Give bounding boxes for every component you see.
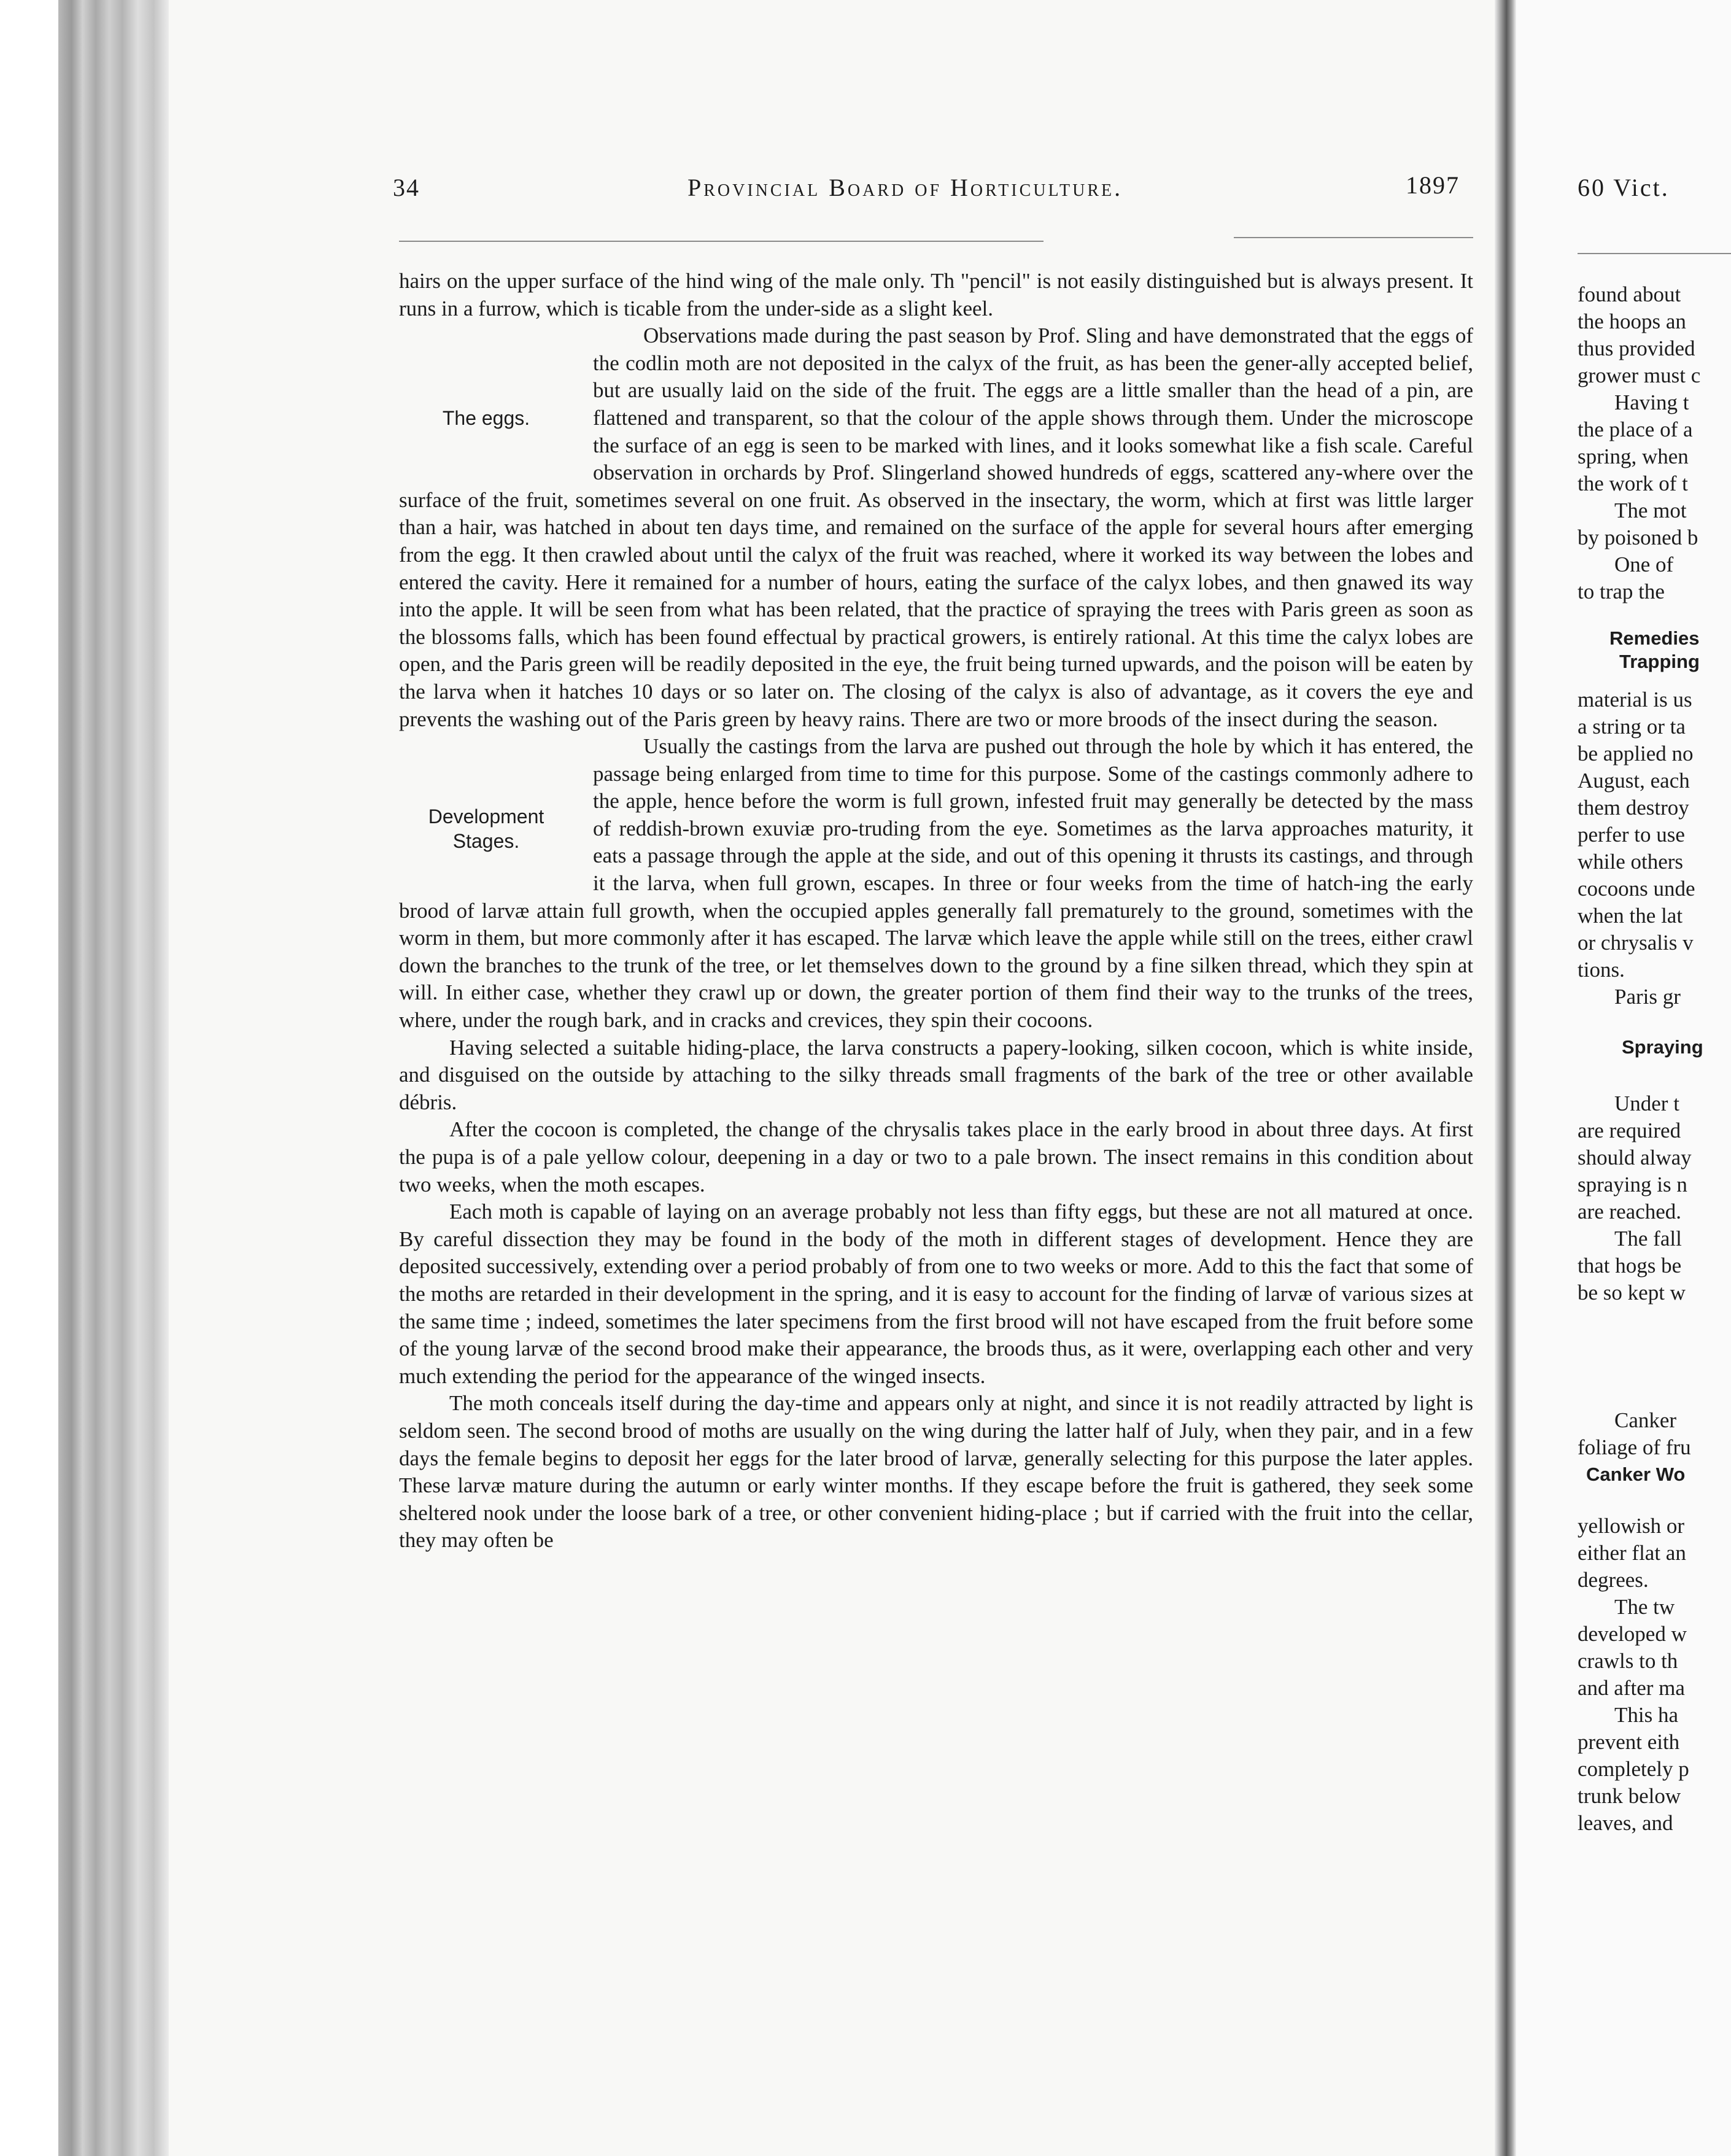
text-line: yellowish or <box>1578 1514 1685 1538</box>
paragraph: After the cocoon is completed, the change of the chrysalis takes place in the early brood in about three days. At first the pupa is of a pale yellow colour, deepening in a day or two to a pale brown. The insect remains in this condition about two weeks, when the moth escapes. <box>399 1117 1473 1196</box>
text-line: them destroy <box>1578 796 1689 820</box>
text-line: trunk below <box>1578 1784 1681 1808</box>
text-line: Canker <box>1614 1408 1677 1432</box>
sidenote-label <box>428 804 544 853</box>
margin-heading-spraying: Spraying <box>1622 1036 1703 1058</box>
sidenote-eggs <box>394 363 578 473</box>
text-line: either flat an <box>1578 1541 1686 1565</box>
text-line: by poisoned b <box>1578 525 1698 549</box>
text-line: Paris gr <box>1614 985 1681 1009</box>
text-line: should alway <box>1578 1146 1692 1169</box>
header-rule-right <box>1234 237 1473 238</box>
text-line: found about <box>1578 282 1681 306</box>
header-rule-left <box>399 241 1044 242</box>
sidenote-development <box>394 774 578 883</box>
text-line: spraying is n <box>1578 1173 1687 1196</box>
text-line: This ha <box>1614 1703 1679 1727</box>
text-line: The tw <box>1614 1595 1675 1619</box>
text-line: The fall <box>1614 1227 1682 1251</box>
running-title: Provincial Board of Horticulture. <box>687 174 1123 201</box>
margin-heading-remedies: Remedies <box>1609 627 1700 649</box>
page-number: 34 <box>393 174 420 201</box>
text-line: crawls to th <box>1578 1649 1678 1673</box>
text-line: thus provided <box>1578 336 1695 360</box>
book-gutter <box>1495 0 1516 2156</box>
text-line: Having t <box>1614 390 1689 414</box>
paragraph: Each moth is capable of laying on an average probably not less than fifty eggs, but these are not all matured at once. By careful dissection they may be found in the body of the moth in different stages of development. Hence they are deposited successively, extending over a period probably of from one to two weeks or more. Add to this the fact that some of the moths are retarded in their development in the spring, and it is easy to account for the finding of larvæ of various sizes at the same time ; indeed, sometimes the later specimens from the first brood will not have escaped from the fruit before some of the young larvæ of the second brood make their appearance, the broods thus, as it were, overlapping each other and very much extending the period for the appearance of the winged insects. <box>399 1200 1473 1388</box>
text-line: are required <box>1578 1119 1681 1142</box>
text-line: are reached. <box>1578 1200 1682 1223</box>
body-text <box>399 268 1473 1554</box>
text-line: and after ma <box>1578 1676 1685 1700</box>
text-line: foliage of fru <box>1578 1435 1691 1459</box>
margin-heading-trapping: Trapping <box>1619 651 1700 672</box>
paragraph: hairs on the upper surface of the hind wing of the male only. Th "pencil" is not easily distinguished but is always present. It runs in a furrow, which is ticable from the under-side as a slight keel. <box>399 269 1473 320</box>
right-header-rule <box>1578 253 1731 254</box>
text-line: prevent eith <box>1578 1730 1680 1754</box>
right-page <box>1516 0 1731 2156</box>
text-line: that hogs be <box>1578 1254 1682 1278</box>
text-line: a string or ta <box>1578 715 1686 739</box>
text-line: Under t <box>1614 1092 1679 1115</box>
text-line: tions. <box>1578 958 1625 982</box>
paragraph-text: Usually the castings from the larva are pushed out through the hole by which it has entered, the passage being enlarged from time to time for this purpose. Some of the castings commonly adhere to the apple, hence before the worm is full grown, infested fruit may generally be detected by the mass of reddish-brown exuviæ pro-truding from the eye. Sometimes as the larva approaches maturity, it eats a passage through the apple at the side, and out of this opening it thrusts its castings, and through it the larva, when full grown, escapes. In three or four weeks from the time of hatch-ing the early brood of larvæ attain full growth, when the occupied apples generally fall prematurely to the ground, sometimes with the worm in them, but more commonly after it has escaped. The larvæ which leave the apple while still on the trees, either crawl down the branches to the trunk of the tree, or let themselves down to the ground by a fine silken thread, which they spin at will. In either case, whether they crawl up or down, the greater portion of them find their way to the trunks of the trees, where, under the rough bark, and in cracks and crevices, they spin their cocoons. <box>399 734 1473 1033</box>
text-line: cocoons unde <box>1578 877 1695 901</box>
text-line: the work of t <box>1578 471 1688 495</box>
sidenote-line: Development <box>428 805 544 828</box>
paragraph-development <box>399 733 1473 1034</box>
right-running-title: 60 Vict. <box>1578 174 1670 201</box>
text-line: be applied no <box>1578 742 1694 766</box>
text-line: when the lat <box>1578 904 1683 928</box>
text-line: while others <box>1578 850 1684 874</box>
text-line: leaves, and <box>1578 1811 1673 1835</box>
scan-margin <box>0 0 58 2156</box>
text-line: August, each <box>1578 769 1690 793</box>
text-line: to trap the <box>1578 580 1665 603</box>
paragraph-text: Observations made during the past season by Prof. Sling and have demonstrated that the eggs of the codlin moth are not deposited in the calyx of the fruit, as has been the gener-ally accepted belief, but are usually laid on the side of the fruit. The eggs are a little smaller than the head of a pin, are flattened and transparent, so that the colour of the apple shows through them. Under the microscope the surface of an egg is seen to be marked with lines, and it looks somewhat like a fish scale. Careful observation in orchards by Prof. Slingerland showed hundreds of eggs, scattered any-where over the surface of the fruit, sometimes several on one fruit. As observed in the insectary, the worm, which at first was little larger than a hair, was hatched in about ten days time, and remained on the surface of the apple for several hours after emerging from the egg. It then crawled about until the calyx of the fruit was reached, where it worked its way between the lobes and entered the cavity. Here it remained for a number of hours, eating the surface of the calyx lobes, and then gnawed its way into the apple. It will be seen from what has been related, that the practice of spraying the trees with Paris green as soon as the blossoms falls, which has been found effectual by practical growers, is entirely rational. At this time the calyx lobes are open, and the Paris green will be readily deposited in the eye, the fruit being turned upwards, and the poison will be eaten by the larva when it hatches 10 days or so later on. The closing of the calyx is also of advantage, as it covers the eye and prevents the washing out of the Paris green by heavy rains. There are two or more broods of the insect during the season. <box>399 324 1473 731</box>
text-line: the hoops an <box>1578 309 1686 333</box>
text-line: the place of a <box>1578 417 1693 441</box>
paragraph: The moth conceals itself during the day-time and appears only at night, and since it is not readily attracted by light is seldom seen. The second brood of moths are usually on the wing during the latter half of July, when they pair, and in a few days the female begins to deposit her eggs for the later brood of larvæ, generally selecting for this purpose the later apples. These larvæ mature during the autumn or early winter months. If they escape before the fruit is gathered, they seek some sheltered nook under the loose bark of a tree, or other convenient hiding-place ; but if carried with the fruit into the cellar, they may often be <box>399 1391 1473 1553</box>
text-line: One of <box>1614 553 1674 576</box>
text-line: completely p <box>1578 1757 1689 1781</box>
text-line: developed w <box>1578 1622 1687 1646</box>
text-line: grower must c <box>1578 363 1701 387</box>
paragraph-eggs <box>399 322 1473 733</box>
text-line: material is us <box>1578 688 1692 712</box>
text-line: spring, when <box>1578 444 1689 468</box>
text-line: degrees. <box>1578 1568 1649 1592</box>
book-page-edges <box>58 0 169 2156</box>
page-year: 1897 <box>1406 171 1460 199</box>
text-line: be so kept w <box>1578 1281 1686 1305</box>
text-line: or chrysalis v <box>1578 931 1694 955</box>
text-line: The mot <box>1614 498 1687 522</box>
sidenote-line: Stages. <box>452 830 520 853</box>
margin-heading-canker: Canker Wo <box>1586 1464 1686 1485</box>
sidenote-label: The eggs. <box>442 407 530 430</box>
text-line: perfer to use <box>1578 823 1685 847</box>
paragraph: Having selected a suitable hiding-place, the larva constructs a papery-looking, silken cocoon, which is white inside, and disguised on the outside by attaching to the silky threads small fragments of the bark of the tree or other available débris. <box>399 1035 1473 1114</box>
